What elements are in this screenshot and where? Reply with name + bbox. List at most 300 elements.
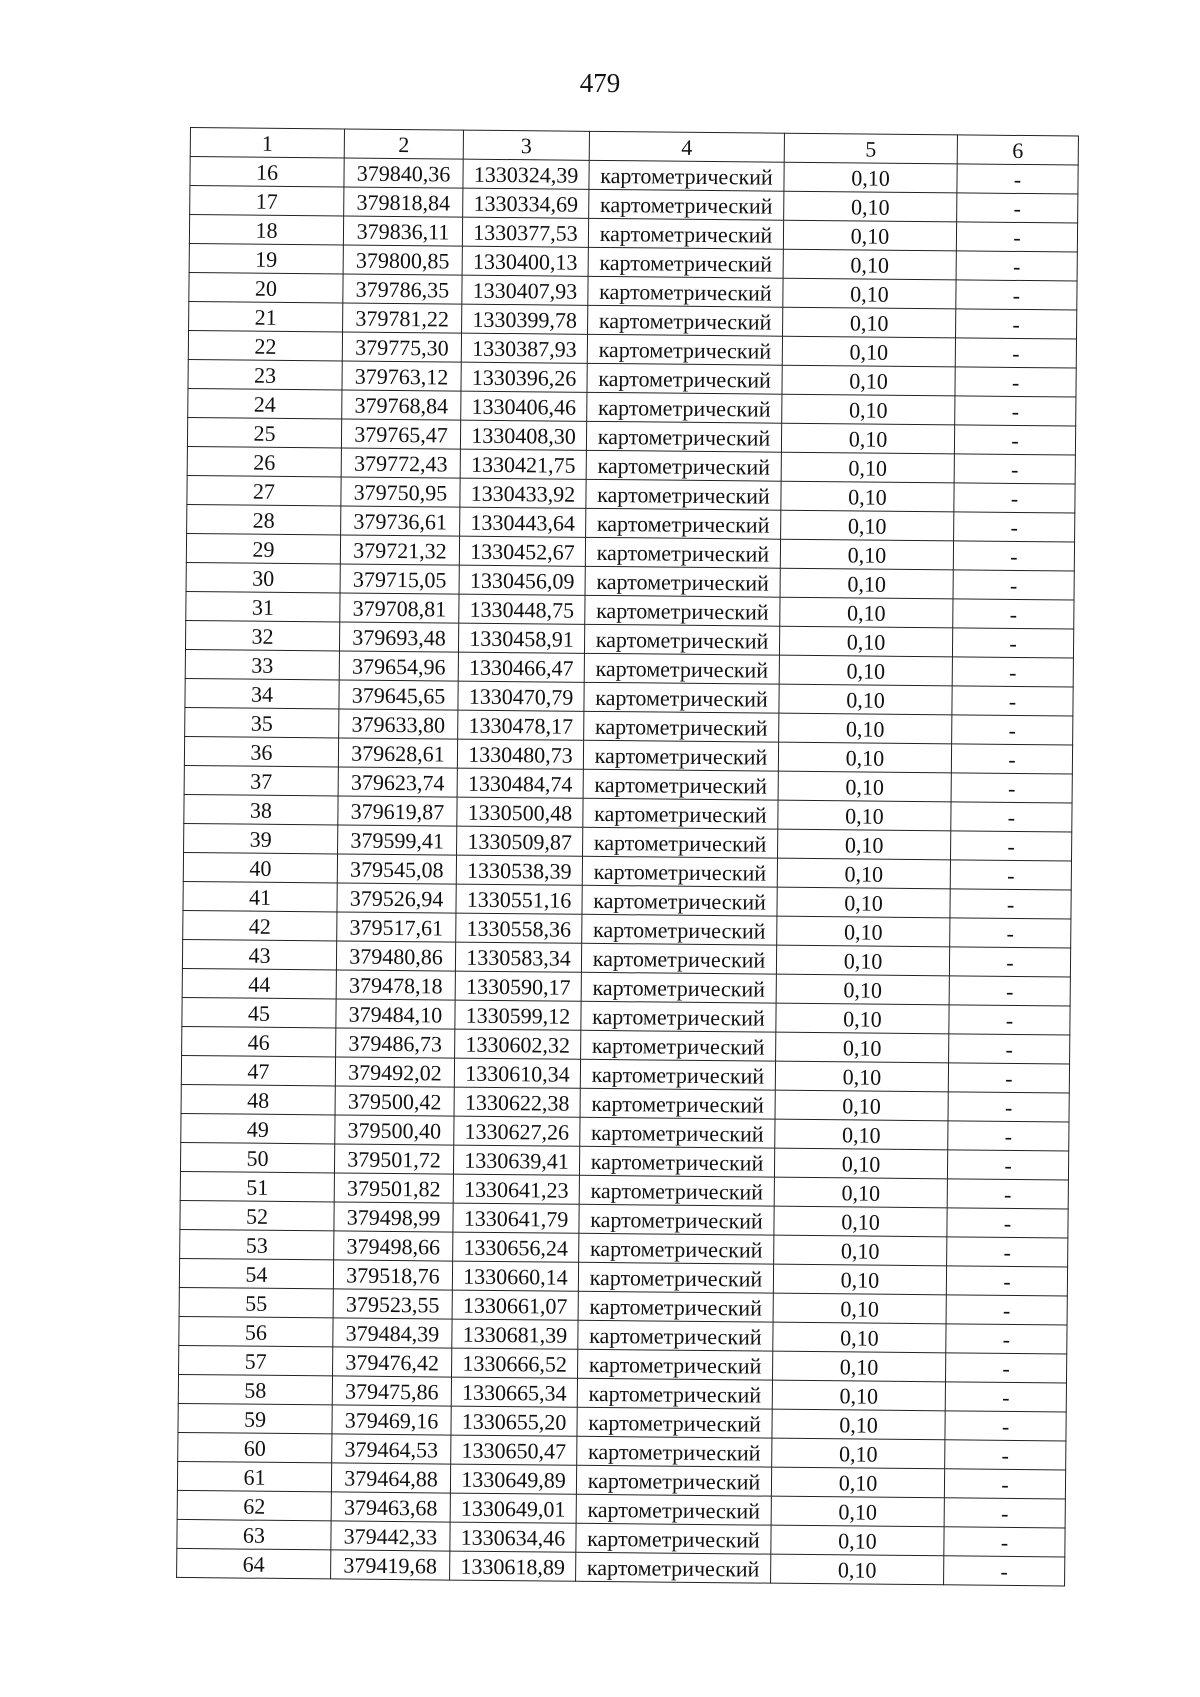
x-coordinate-cell: 379486,73: [336, 1028, 455, 1058]
method-cell: картометрический: [576, 1494, 771, 1525]
point-number-cell: 55: [179, 1287, 333, 1317]
x-coordinate-cell: 379765,47: [341, 419, 460, 449]
note-cell: -: [948, 1092, 1069, 1122]
method-cell: картометрический: [587, 363, 782, 394]
accuracy-cell: 0,10: [773, 1293, 946, 1324]
note-cell: -: [951, 773, 1072, 803]
accuracy-cell: 0,10: [778, 771, 951, 802]
y-coordinate-cell: 1330551,16: [456, 884, 582, 914]
method-cell: картометрический: [578, 1291, 773, 1322]
method-cell: картометрический: [577, 1436, 772, 1467]
accuracy-cell: 0,10: [774, 1148, 947, 1179]
x-coordinate-cell: 379645,65: [339, 680, 458, 710]
accuracy-cell: 0,10: [776, 974, 949, 1005]
point-number-cell: 16: [190, 157, 344, 187]
method-cell: картометрический: [578, 1320, 773, 1351]
point-number-cell: 19: [189, 243, 343, 273]
point-number-cell: 45: [182, 997, 336, 1027]
point-number-cell: 33: [185, 649, 339, 679]
x-coordinate-cell: 379464,88: [331, 1463, 450, 1493]
point-number-cell: 36: [184, 736, 338, 766]
method-cell: картометрический: [578, 1349, 773, 1380]
note-cell: -: [950, 860, 1071, 890]
note-cell: -: [956, 280, 1077, 310]
point-number-cell: 24: [188, 388, 342, 418]
accuracy-cell: 0,10: [774, 1177, 947, 1208]
coordinates-table: [176, 127, 1079, 1586]
note-cell: -: [951, 744, 1072, 774]
note-cell: -: [946, 1266, 1067, 1296]
point-number-cell: 47: [181, 1055, 335, 1085]
method-cell: картометрический: [583, 827, 778, 858]
x-coordinate-cell: 379476,42: [333, 1347, 452, 1377]
accuracy-cell: 0,10: [783, 278, 956, 309]
y-coordinate-cell: 1330538,39: [456, 855, 582, 885]
point-number-cell: 44: [182, 968, 336, 998]
point-number-cell: 31: [186, 591, 340, 621]
note-cell: -: [954, 454, 1075, 484]
x-coordinate-cell: 379721,32: [340, 535, 459, 565]
x-coordinate-cell: 379498,66: [334, 1231, 453, 1261]
note-cell: -: [954, 425, 1075, 455]
accuracy-cell: 0,10: [772, 1409, 945, 1440]
point-number-cell: 52: [180, 1200, 334, 1230]
y-coordinate-cell: 1330458,91: [458, 623, 584, 653]
point-number-cell: 46: [182, 1026, 336, 1056]
x-coordinate-cell: 379715,05: [340, 564, 459, 594]
y-coordinate-cell: 1330466,47: [458, 652, 584, 682]
point-number-cell: 37: [184, 765, 338, 795]
note-cell: -: [950, 918, 1071, 948]
y-coordinate-cell: 1330433,92: [460, 478, 586, 508]
y-coordinate-cell: 1330500,48: [457, 797, 583, 827]
point-number-cell: 27: [187, 475, 341, 505]
accuracy-cell: 0,10: [776, 1032, 949, 1063]
method-cell: картометрический: [585, 566, 780, 597]
y-coordinate-cell: 1330421,75: [460, 449, 586, 479]
y-coordinate-cell: 1330558,36: [456, 913, 582, 943]
column-header: 6: [957, 135, 1078, 165]
y-coordinate-cell: 1330666,52: [452, 1348, 578, 1378]
accuracy-cell: 0,10: [780, 597, 953, 628]
note-cell: -: [955, 367, 1076, 397]
y-coordinate-cell: 1330470,79: [458, 681, 584, 711]
point-number-cell: 54: [179, 1258, 333, 1288]
x-coordinate-cell: 379654,96: [339, 651, 458, 681]
y-coordinate-cell: 1330407,93: [462, 275, 588, 305]
method-cell: картометрический: [587, 392, 782, 423]
x-coordinate-cell: 379750,95: [341, 477, 460, 507]
note-cell: -: [948, 1063, 1069, 1093]
y-coordinate-cell: 1330456,09: [459, 565, 585, 595]
note-cell: -: [952, 686, 1073, 716]
note-cell: -: [955, 338, 1076, 368]
point-number-cell: 18: [189, 215, 343, 245]
x-coordinate-cell: 379775,30: [342, 332, 461, 362]
accuracy-cell: 0,10: [784, 162, 957, 193]
y-coordinate-cell: 1330583,34: [455, 942, 581, 972]
y-coordinate-cell: 1330484,74: [457, 768, 583, 798]
x-coordinate-cell: 379501,82: [334, 1173, 453, 1203]
accuracy-cell: 0,10: [784, 191, 957, 222]
note-cell: -: [953, 541, 1074, 571]
note-cell: -: [944, 1469, 1065, 1499]
note-cell: -: [956, 251, 1077, 281]
accuracy-cell: 0,10: [782, 365, 955, 396]
x-coordinate-cell: 379818,84: [344, 187, 463, 217]
y-coordinate-cell: 1330399,78: [462, 304, 588, 334]
method-cell: картометрический: [578, 1262, 773, 1293]
accuracy-cell: 0,10: [783, 307, 956, 338]
note-cell: -: [946, 1324, 1067, 1354]
page-number: 479: [579, 68, 621, 98]
point-number-cell: 21: [189, 301, 343, 331]
column-header: 1: [190, 128, 344, 158]
x-coordinate-cell: 379498,99: [334, 1202, 453, 1232]
accuracy-cell: 0,10: [783, 220, 956, 251]
x-coordinate-cell: 379464,53: [332, 1434, 451, 1464]
point-number-cell: 51: [180, 1171, 334, 1201]
accuracy-cell: 0,10: [774, 1206, 947, 1237]
note-cell: -: [953, 570, 1074, 600]
accuracy-cell: 0,10: [775, 1119, 948, 1150]
note-cell: -: [957, 193, 1078, 223]
note-cell: -: [947, 1179, 1068, 1209]
x-coordinate-cell: 379786,35: [343, 274, 462, 304]
y-coordinate-cell: 1330665,34: [451, 1377, 577, 1407]
note-cell: -: [948, 1121, 1069, 1151]
x-coordinate-cell: 379500,40: [335, 1115, 454, 1145]
method-cell: картометрический: [583, 798, 778, 829]
y-coordinate-cell: 1330408,30: [460, 420, 586, 450]
note-cell: -: [947, 1237, 1068, 1267]
x-coordinate-cell: 379480,86: [336, 941, 455, 971]
x-coordinate-cell: 379836,11: [343, 216, 462, 246]
x-coordinate-cell: 379469,16: [332, 1405, 451, 1435]
point-number-cell: 17: [190, 186, 344, 216]
x-coordinate-cell: 379492,02: [335, 1057, 454, 1087]
y-coordinate-cell: 1330602,32: [455, 1029, 581, 1059]
x-coordinate-cell: 379484,10: [336, 999, 455, 1029]
method-cell: картометрический: [586, 508, 781, 539]
point-number-cell: 34: [185, 678, 339, 708]
method-cell: картометрический: [588, 247, 783, 278]
method-cell: картометрический: [583, 769, 778, 800]
method-cell: картометрический: [588, 218, 783, 249]
method-cell: картометрический: [588, 305, 783, 336]
accuracy-cell: 0,10: [779, 684, 952, 715]
x-coordinate-cell: 379442,33: [331, 1521, 450, 1551]
note-cell: -: [947, 1150, 1068, 1180]
accuracy-cell: 0,10: [771, 1525, 944, 1556]
accuracy-cell: 0,10: [779, 655, 952, 686]
y-coordinate-cell: 1330641,23: [453, 1174, 579, 1204]
method-cell: картометрический: [584, 624, 779, 655]
x-coordinate-cell: 379523,55: [333, 1289, 452, 1319]
column-header: 2: [344, 129, 463, 159]
y-coordinate-cell: 1330649,89: [450, 1464, 576, 1494]
accuracy-cell: 0,10: [774, 1235, 947, 1266]
note-cell: -: [957, 164, 1078, 194]
point-number-cell: 53: [180, 1229, 334, 1259]
x-coordinate-cell: 379708,81: [340, 593, 459, 623]
y-coordinate-cell: 1330641,79: [453, 1203, 579, 1233]
note-cell: -: [949, 947, 1070, 977]
method-cell: картометрический: [581, 1001, 776, 1032]
y-coordinate-cell: 1330396,26: [461, 362, 587, 392]
x-coordinate-cell: 379840,36: [344, 158, 463, 188]
point-number-cell: 63: [177, 1519, 331, 1549]
method-cell: картометрический: [584, 711, 779, 742]
method-cell: картометрический: [580, 1059, 775, 1090]
accuracy-cell: 0,10: [781, 452, 954, 483]
method-cell: картометрический: [581, 1030, 776, 1061]
method-cell: картометрический: [582, 914, 777, 945]
note-cell: -: [954, 512, 1075, 542]
point-number-cell: 61: [177, 1461, 331, 1491]
point-number-cell: 28: [187, 504, 341, 534]
y-coordinate-cell: 1330639,41: [453, 1145, 579, 1175]
note-cell: -: [945, 1382, 1066, 1412]
x-coordinate-cell: 379475,86: [332, 1376, 451, 1406]
method-cell: картометрический: [586, 421, 781, 452]
method-cell: картометрический: [582, 885, 777, 916]
x-coordinate-cell: 379500,42: [335, 1086, 454, 1116]
note-cell: -: [949, 1034, 1070, 1064]
x-coordinate-cell: 379518,76: [333, 1260, 452, 1290]
x-coordinate-cell: 379628,61: [338, 738, 457, 768]
note-cell: -: [949, 1005, 1070, 1035]
x-coordinate-cell: 379599,41: [338, 825, 457, 855]
y-coordinate-cell: 1330618,89: [450, 1551, 576, 1581]
x-coordinate-cell: 379781,22: [343, 303, 462, 333]
x-coordinate-cell: 379768,84: [342, 390, 461, 420]
point-number-cell: 49: [181, 1113, 335, 1143]
note-cell: -: [946, 1295, 1067, 1325]
point-number-cell: 40: [183, 852, 337, 882]
method-cell: картометрический: [582, 856, 777, 887]
y-coordinate-cell: 1330334,69: [463, 188, 589, 218]
point-number-cell: 60: [178, 1432, 332, 1462]
method-cell: картометрический: [579, 1233, 774, 1264]
accuracy-cell: 0,10: [777, 916, 950, 947]
point-number-cell: 20: [189, 272, 343, 302]
method-cell: картометрический: [579, 1175, 774, 1206]
method-cell: картометрический: [579, 1204, 774, 1235]
accuracy-cell: 0,10: [771, 1467, 944, 1498]
note-cell: -: [950, 889, 1071, 919]
accuracy-cell: 0,10: [783, 249, 956, 280]
accuracy-cell: 0,10: [776, 945, 949, 976]
x-coordinate-cell: 379763,12: [342, 361, 461, 391]
x-coordinate-cell: 379800,85: [343, 245, 462, 275]
note-cell: -: [952, 715, 1073, 745]
x-coordinate-cell: 379484,39: [333, 1318, 452, 1348]
accuracy-cell: 0,10: [777, 858, 950, 889]
point-number-cell: 23: [188, 359, 342, 389]
note-cell: -: [944, 1527, 1065, 1557]
note-cell: -: [949, 976, 1070, 1006]
point-number-cell: 56: [179, 1316, 333, 1346]
x-coordinate-cell: 379463,68: [331, 1492, 450, 1522]
method-cell: картометрический: [585, 595, 780, 626]
method-cell: картометрический: [583, 740, 778, 771]
method-cell: картометрический: [576, 1465, 771, 1496]
x-coordinate-cell: 379545,08: [337, 854, 456, 884]
note-cell: -: [956, 309, 1077, 339]
point-number-cell: 25: [187, 417, 341, 447]
x-coordinate-cell: 379633,80: [339, 709, 458, 739]
method-cell: картометрический: [584, 653, 779, 684]
point-number-cell: 62: [177, 1490, 331, 1520]
y-coordinate-cell: 1330650,47: [451, 1435, 577, 1465]
y-coordinate-cell: 1330406,46: [461, 391, 587, 421]
accuracy-cell: 0,10: [772, 1380, 945, 1411]
x-coordinate-cell: 379736,61: [341, 506, 460, 536]
note-cell: -: [945, 1353, 1066, 1383]
note-cell: -: [954, 483, 1075, 513]
accuracy-cell: 0,10: [771, 1496, 944, 1527]
accuracy-cell: 0,10: [779, 626, 952, 657]
y-coordinate-cell: 1330661,07: [452, 1290, 578, 1320]
note-cell: -: [951, 802, 1072, 832]
column-header: 4: [589, 131, 784, 162]
method-cell: картометрический: [586, 450, 781, 481]
accuracy-cell: 0,10: [777, 887, 950, 918]
y-coordinate-cell: 1330590,17: [455, 971, 581, 1001]
y-coordinate-cell: 1330610,34: [454, 1058, 580, 1088]
note-cell: -: [944, 1556, 1065, 1586]
note-cell: -: [952, 657, 1073, 687]
method-cell: картометрический: [589, 160, 784, 191]
accuracy-cell: 0,10: [781, 423, 954, 454]
method-cell: картометрический: [576, 1552, 771, 1583]
y-coordinate-cell: 1330622,38: [454, 1087, 580, 1117]
x-coordinate-cell: 379619,87: [338, 796, 457, 826]
method-cell: картометрический: [580, 1117, 775, 1148]
accuracy-cell: 0,10: [772, 1351, 945, 1382]
method-cell: картометрический: [579, 1146, 774, 1177]
x-coordinate-cell: 379478,18: [336, 970, 455, 1000]
accuracy-cell: 0,10: [778, 829, 951, 860]
y-coordinate-cell: 1330656,24: [453, 1232, 579, 1262]
method-cell: картометрический: [577, 1378, 772, 1409]
y-coordinate-cell: 1330634,46: [450, 1522, 576, 1552]
y-coordinate-cell: 1330655,20: [451, 1406, 577, 1436]
method-cell: картометрический: [580, 1088, 775, 1119]
column-header: 3: [463, 130, 589, 160]
x-coordinate-cell: 379772,43: [341, 448, 460, 478]
note-cell: -: [953, 599, 1074, 629]
point-number-cell: 42: [183, 910, 337, 940]
note-cell: -: [944, 1498, 1065, 1528]
x-coordinate-cell: 379501,72: [334, 1144, 453, 1174]
accuracy-cell: 0,10: [775, 1090, 948, 1121]
accuracy-cell: 0,10: [781, 510, 954, 541]
accuracy-cell: 0,10: [781, 481, 954, 512]
point-number-cell: 22: [188, 330, 342, 360]
accuracy-cell: 0,10: [780, 539, 953, 570]
point-number-cell: 43: [182, 939, 336, 969]
accuracy-cell: 0,10: [776, 1003, 949, 1034]
note-cell: -: [955, 396, 1076, 426]
y-coordinate-cell: 1330599,12: [455, 1000, 581, 1030]
y-coordinate-cell: 1330627,26: [454, 1116, 580, 1146]
note-cell: -: [952, 628, 1073, 658]
point-number-cell: 57: [179, 1345, 333, 1375]
y-coordinate-cell: 1330387,93: [461, 333, 587, 363]
method-cell: картометрический: [576, 1523, 771, 1554]
method-cell: картометрический: [581, 943, 776, 974]
accuracy-cell: 0,10: [779, 713, 952, 744]
method-cell: картометрический: [586, 479, 781, 510]
method-cell: картометрический: [585, 537, 780, 568]
method-cell: картометрический: [587, 334, 782, 365]
note-cell: -: [947, 1208, 1068, 1238]
accuracy-cell: 0,10: [780, 568, 953, 599]
x-coordinate-cell: 379623,74: [338, 767, 457, 797]
point-number-cell: 50: [180, 1142, 334, 1172]
y-coordinate-cell: 1330448,75: [459, 594, 585, 624]
x-coordinate-cell: 379517,61: [337, 912, 456, 942]
y-coordinate-cell: 1330452,67: [459, 536, 585, 566]
accuracy-cell: 0,10: [778, 800, 951, 831]
y-coordinate-cell: 1330649,01: [450, 1493, 576, 1523]
point-number-cell: 35: [185, 707, 339, 737]
note-cell: -: [945, 1440, 1066, 1470]
accuracy-cell: 0,10: [775, 1061, 948, 1092]
table-body: [177, 157, 1079, 1586]
y-coordinate-cell: 1330509,87: [457, 826, 583, 856]
point-number-cell: 26: [187, 446, 341, 476]
method-cell: картометрический: [589, 189, 784, 220]
method-cell: картометрический: [581, 972, 776, 1003]
x-coordinate-cell: 379526,94: [337, 883, 456, 913]
point-number-cell: 59: [178, 1403, 332, 1433]
x-coordinate-cell: 379419,68: [331, 1550, 450, 1580]
accuracy-cell: 0,10: [773, 1322, 946, 1353]
point-number-cell: 41: [183, 881, 337, 911]
point-number-cell: 58: [178, 1374, 332, 1404]
point-number-cell: 30: [186, 562, 340, 592]
note-cell: -: [956, 222, 1077, 252]
column-header: 5: [784, 133, 957, 164]
y-coordinate-cell: 1330681,39: [452, 1319, 578, 1349]
y-coordinate-cell: 1330443,64: [460, 507, 586, 537]
note-cell: -: [945, 1411, 1066, 1441]
method-cell: картометрический: [577, 1407, 772, 1438]
note-cell: -: [951, 831, 1072, 861]
point-number-cell: 38: [184, 794, 338, 824]
x-coordinate-cell: 379693,48: [339, 622, 458, 652]
y-coordinate-cell: 1330478,17: [458, 710, 584, 740]
accuracy-cell: 0,10: [782, 336, 955, 367]
y-coordinate-cell: 1330324,39: [463, 159, 589, 189]
point-number-cell: 29: [186, 533, 340, 563]
accuracy-cell: 0,10: [773, 1264, 946, 1295]
accuracy-cell: 0,10: [771, 1554, 944, 1585]
method-cell: картометрический: [588, 276, 783, 307]
accuracy-cell: 0,10: [778, 742, 951, 773]
accuracy-cell: 0,10: [782, 394, 955, 425]
point-number-cell: 48: [181, 1084, 335, 1114]
accuracy-cell: 0,10: [772, 1438, 945, 1469]
y-coordinate-cell: 1330400,13: [462, 246, 588, 276]
point-number-cell: 32: [185, 620, 339, 650]
y-coordinate-cell: 1330480,73: [457, 739, 583, 769]
method-cell: картометрический: [584, 682, 779, 713]
y-coordinate-cell: 1330660,14: [452, 1261, 578, 1291]
